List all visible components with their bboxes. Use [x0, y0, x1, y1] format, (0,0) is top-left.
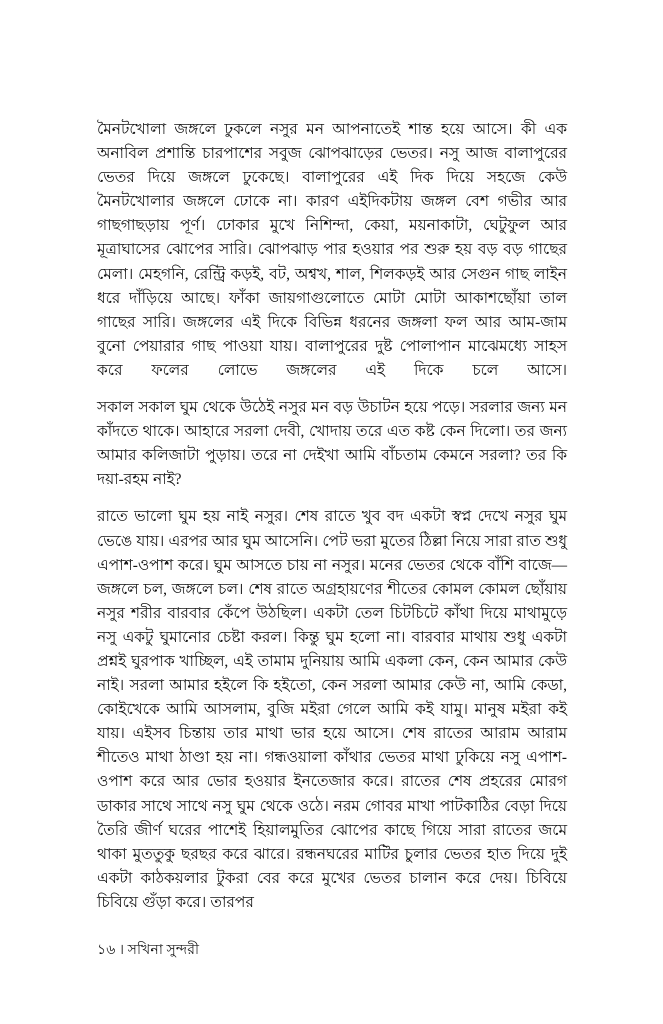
- body-paragraph-1: মৈনটখোলা জঙ্গলে ঢুকলে নসুর মন আপনাতেই শান্ত হয়ে আসে। কী এক অনাবিল প্রশান্তি চারপাশের সবুজ ঝোপঝাড়ের ভেতর। নসু আজ বালাপুরের ভেতর দিয়ে জঙ্গলে ঢুকেছে। বালাপুরের এই দিক দিয়ে সহজে কেউ মৈনটখোলার জঙ্গলে ঢোকে না। কারণ এইদিকটায় জঙ্গল বেশ গভীর আর গাছগাছড়ায় পূর্ণ। ঢোকার মুখে নিশিন্দা, কেয়া, ময়নাকাটা, ঘেটুফুল আর মূত্রাঘাসের ঝোপের সারি। ঝোপঝাড় পার হওয়ার পর শুরু হয় বড় বড় গাছের মেলা। মেহগনি, রেন্ট্রি কড়ই, বট, অশ্বখ, শাল, শিলকড়ই আর সেগুন গাছ লাইন ধরে দাঁড়িয়ে আছে। ফাঁকা জায়গাগুলোতে মোটা মোটা আকাশছোঁয়া তাল গাছের সারি। জঙ্গলের এই দিকে বিভিন্ন ধরনের জঙ্গলা ফল আর আম-জাম বুনো পেয়ারার গাছ পাওয়া যায়। বালাপুরের দুষ্ট পোলাপান মাঝেমধ্যে সাহস করে ফলের লোভে জঙ্গলের এই দিকে চলে আসে।: [97, 121, 567, 379]
- body-paragraph-3: রাতে ভালো ঘুম হয় নাই নসুর। শেষ রাতে খুব বদ একটা স্বপ্ন দেখে নসুর ঘুম ভেঙে যায়। এরপর আর ঘুম আসেনি। পেট ভরা মুতের ঠিল্লা নিয়ে সারা রাত শুধু এপাশ-ওপাশ করে। ঘুম আসতে চায় না নসুর। মনের ভেতর থেকে বাঁশি বাজে—জঙ্গলে চল, জঙ্গলে চল। শেষ রাতে অগ্রহায়ণের শীতের কোমল কোমল ছোঁয়ায় নসুর শরীর বারবার কেঁপে উঠছিল। একটা তেল চিটচিটে কাঁথা দিয়ে মাথামুড়ে নসু একটু ঘুমানোর চেষ্টা করল। কিন্তু ঘুম হলো না। বারবার মাথায় শুধু একটা প্রশ্নই ঘুরপাক খাচ্ছিল, এই তামাম দুনিয়ায় আমি একলা কেন, কেন আমার কেউ নাই। সরলা আমার হইলে কি হইতো, কেন সরলা আমার কেউ না, আমি কেডা, কোইখেকে আমি আসলাম, বুজি মইরা গেলে আমি কই যামু। মানুষ মইরা কই যায়। এইসব চিন্তায় তার মাথা ভার হয়ে আসে। শেষ রাতের আরাম আরাম শীতেও মাথা ঠাণ্ডা হয় না। গন্ধওয়ালা কাঁথার ভেতর মাথা ঢুকিয়ে নসু এপাশ-ওপাশ করে আর ভোর হওয়ার ইনতেজার করে। রাতের শেষ প্রহরের মোরগ ডাকার সাথে সাথে নসু ঘুম থেকে ওঠে। নরম গোবর মাখা পাটকাঠির বেড়া দিয়ে তৈরি জীর্ণ ঘরের পাশেই হিয়ালমুতির ঝোপের কাছে গিয়ে সারা রাতের জমে থাকা মুততুকু ছরছর করে ঝারে। রন্ধনঘরের মাটির চুলার ভেতর হাত দিয়ে দুই একটা কাঠকয়লার টুকরা বের করে মুখের ভেতর চালান করে দেয়। চিবিয়ে চিবিয়ে গুঁড়া করে। তারপর: [97, 508, 567, 911]
- page-text-block: [97, 118, 567, 915]
- page-footer: ১৬ । সখিনা সুন্দরী: [97, 942, 200, 958]
- body-paragraph-2: সকাল সকাল ঘুম থেকে উঠেই নসুর মন বড় উচাটন হয়ে পড়ে। সরলার জন্য মন কাঁদতে থাকে। আহারে সরলা দেবী, খোদায় তরে এত কষ্ট কেন দিলো। তর জন্য আমার কলিজাটা পুড়ায়। তরে না দেইখা আমি বাঁচতাম কেমনে সরলা? তর কি দয়া-রহম নাই?: [97, 399, 567, 489]
